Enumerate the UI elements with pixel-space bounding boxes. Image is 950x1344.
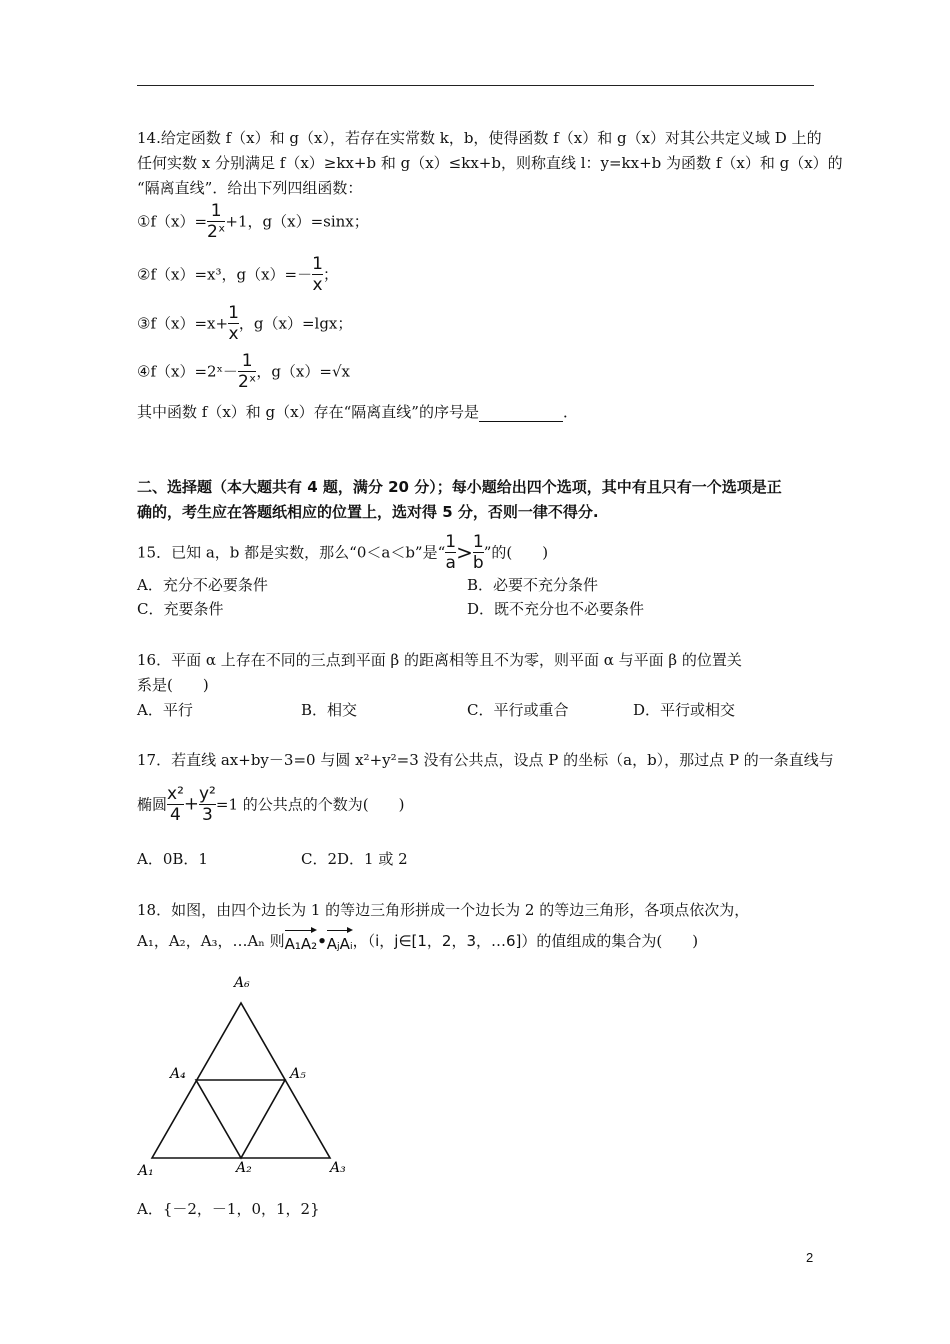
q14-item3-post: ，g（x）=lgx； xyxy=(238,314,353,333)
q17-pre: 椭圆 xyxy=(137,795,168,814)
q14-line2: 任何实数 x 分别满足 f（x）≥kx+b 和 g（x）≤kx+b，则称直线 l：y=kx+b 为函数 f（x）和 g（x）的 xyxy=(137,154,843,172)
q14-item2 xyxy=(137,255,338,294)
q14-item3-pre: ③f（x）=x+ xyxy=(137,314,229,333)
q15-f2-num: 1 xyxy=(472,532,484,552)
q14-item1-pre: ①f（x）= xyxy=(137,212,208,231)
q16-option-a[interactable]: A．平行 xyxy=(137,701,193,719)
q18-line2 xyxy=(137,928,698,954)
q18-condition: ，（i，j∈[1，2，3，…6]） xyxy=(352,932,537,950)
q18-post: 的值组成的集合为( ) xyxy=(536,932,699,950)
q17-plus: + xyxy=(183,793,199,815)
q14-item2-pre: ②f（x）=x³，g（x）=－ xyxy=(137,265,313,284)
header-rule xyxy=(137,85,814,86)
q15-fraction-2 xyxy=(473,533,484,572)
q15-option-d[interactable]: D．既不充分也不必要条件 xyxy=(467,600,645,618)
q17-options-cd[interactable]: C．2D．1 或 2 xyxy=(301,850,408,868)
q17-options-ab[interactable]: A．0B．1 xyxy=(137,850,208,868)
q18-line1: 18．如图，由四个边长为 1 的等边三角形拼成一个边长为 2 的等边三角形，各项点依次为， xyxy=(137,901,750,919)
q16-option-d[interactable]: D．平行或相交 xyxy=(633,701,736,719)
q16-line1: 16．平面 α 上存在不同的三点到平面 β 的距离相等且不为零，则平面 α 与平面 β 的位置关 xyxy=(137,651,742,669)
q15-option-c[interactable]: C．充要条件 xyxy=(137,600,224,618)
q14-item2-num: 1 xyxy=(312,254,323,274)
q15-fraction-1 xyxy=(445,533,456,572)
q14-line1: 14.给定函数 f（x）和 g（x），若存在实常数 k，b，使得函数 f（x）和 g（x）对其公共定义域 D 上的 xyxy=(137,129,822,147)
q18-option-a[interactable]: A．{－2，－1，0，1，2} xyxy=(137,1200,320,1218)
label-a1: A₁ xyxy=(138,1163,154,1179)
q14-question xyxy=(137,402,578,422)
q15-stem-post: ”的( ) xyxy=(483,543,549,562)
q18-dot: • xyxy=(317,932,327,950)
q17-fraction-1 xyxy=(167,785,184,824)
q14-item3-num: 1 xyxy=(228,303,239,323)
q14-item3-fraction xyxy=(228,304,239,343)
q14-question-end: ． xyxy=(562,403,578,421)
q15-gt: > xyxy=(456,540,473,565)
q15-stem xyxy=(137,533,548,572)
q17-fraction-2 xyxy=(199,785,216,824)
q14-item3-den: x xyxy=(228,324,239,344)
q18-vector-2: AⱼAᵢ xyxy=(327,928,353,954)
q15-f1-den: a xyxy=(445,553,456,573)
q14-line3: “隔离直线”．给出下列四组函数： xyxy=(137,179,363,197)
q17-line1: 17．若直线 ax+by－3=0 与圆 x²+y²=3 没有公共点，设点 P 的坐标（a，b），那过点 P 的一条直线与 xyxy=(137,751,834,769)
q14-item4-den: 2ˣ xyxy=(237,372,257,392)
q14-item2-fraction xyxy=(312,255,323,294)
q14-item1-num: 1 xyxy=(210,201,222,221)
q14-item4-fraction xyxy=(238,352,256,391)
q18-pre: A₁，A₂，A₃，…Aₙ 则 xyxy=(137,932,285,950)
q16-line2: 系是( ) xyxy=(137,676,209,694)
q15-f2-den: b xyxy=(472,553,484,573)
q17-f2-den: 3 xyxy=(202,805,213,825)
answer-blank[interactable] xyxy=(479,406,563,422)
q15-stem-pre: 15．已知 a，b 都是实数，那么“0＜a＜b”是“ xyxy=(137,543,446,562)
label-a4: A₄ xyxy=(170,1066,186,1082)
q14-item1-den: 2ˣ xyxy=(207,222,226,242)
triangle-figure xyxy=(130,965,360,1180)
page-number: 2 xyxy=(806,1250,814,1265)
label-a3: A₃ xyxy=(330,1160,346,1176)
q14-item4-num: 1 xyxy=(241,351,253,371)
q14-item1-fraction xyxy=(207,202,225,241)
q14-item3 xyxy=(137,304,352,343)
q17-f2-num: y² xyxy=(199,784,216,804)
label-a6: A₆ xyxy=(234,975,250,991)
q16-option-c[interactable]: C．平行或重合 xyxy=(467,701,569,719)
q15-option-b[interactable]: B．必要不充分条件 xyxy=(467,576,599,594)
q14-item4-post: ，g（x）=√x xyxy=(256,362,350,381)
q14-question-text: 其中函数 f（x）和 g（x）存在“隔离直线”的序号是 xyxy=(137,403,479,421)
q14-item1-post: +1，g（x）=sinx； xyxy=(225,212,369,231)
q16-option-b[interactable]: B．相交 xyxy=(301,701,358,719)
section2-line1: 二、选择题（本大题共有 4 题，满分 20 分）；每小题给出四个选项，其中有且只有一个选项是正 xyxy=(137,478,782,496)
q15-option-a[interactable]: A．充分不必要条件 xyxy=(137,576,268,594)
q17-line2 xyxy=(137,785,404,824)
q17-f1-num: x² xyxy=(167,784,184,804)
inner-triangle xyxy=(196,1080,285,1158)
q18-vector-1: A₁A₂ xyxy=(285,928,318,954)
q17-post: =1 的公共点的个数为( ) xyxy=(215,795,405,814)
q17-f1-den: 4 xyxy=(170,805,181,825)
q14-item4 xyxy=(137,352,350,391)
q14-item1 xyxy=(137,202,369,241)
section2-line2: 确的，考生应在答题纸相应的位置上，选对得 5 分，否则一律不得分. xyxy=(137,503,599,521)
label-a2: A₂ xyxy=(236,1160,252,1176)
q14-item2-post: ； xyxy=(322,265,338,284)
q14-item4-pre: ④f（x）=2ˣ－ xyxy=(137,362,238,381)
q14-item2-den: x xyxy=(312,275,323,295)
label-a5: A₅ xyxy=(290,1066,306,1082)
q15-f1-num: 1 xyxy=(445,532,457,552)
